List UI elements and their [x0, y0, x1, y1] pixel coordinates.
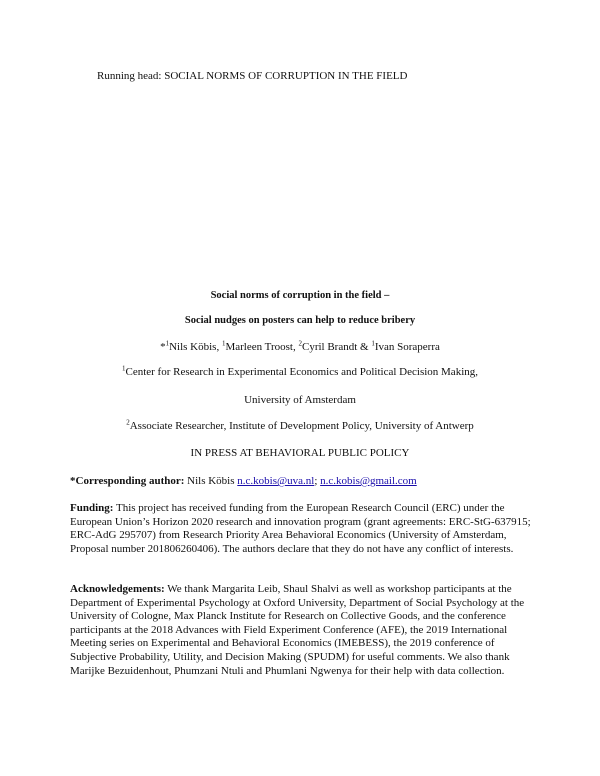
funding-label: Funding:: [70, 502, 114, 514]
author-2-affiliation: 1: [221, 339, 226, 348]
running-head: Running head: SOCIAL NORMS OF CORRUPTION IN THE FIELD: [97, 70, 408, 82]
author-3-affiliation: 2: [298, 339, 302, 348]
acknowledgements-text: We thank Margarita Leib, Shaul Shalvi as well as workshop participants at the Department of Experimental Psychology at Oxford University, Department of Social Psychology at the University of Cologne, Max Planck Institute for Research on Collective Goods, and the conference participants at the 2018 Advances with Field Experiment Conference (AFE), the 2019 International Meeting series on Experimental and Behavioral Economics (IMEBESS), the 2019 conference of Subjective Probability, Utility, and Decision Making (SPUDM) for useful comments. We also thank Marijke Bezuidenhout, Phumzani Ntuli and Phumlani Ngwenya for their help with data collection.: [70, 583, 525, 677]
affiliation-1-marker: 1: [121, 364, 126, 373]
author-3-name: Cyril Brandt &: [301, 341, 372, 353]
affiliation-2: [0, 420, 600, 432]
affiliation-1: [0, 366, 600, 378]
affiliation-1-line-2: University of Amsterdam: [244, 394, 356, 406]
corresponding-author-name: Nils Köbis: [184, 475, 238, 487]
email-link-uva[interactable]: n.c.kobis@uva.nl: [237, 475, 315, 487]
funding-statement: [70, 502, 540, 556]
corresponding-author: [70, 475, 540, 489]
author-1-name: Nils Köbis,: [169, 341, 222, 353]
author-marker: *: [160, 341, 166, 353]
corresponding-author-label: *Corresponding author:: [70, 475, 185, 487]
funding-text: This project has received funding from the European Research Council (ERC) under the European Union’s Horizon 2020 research and innovation program (grant agreements: ERC-StG-637915; ERC-AdG 295707) from Research Priority Area Behavioral Economics (University of Amsterdam, Proposal number 201806260406). The authors declare that they do not have any conflict of interests.: [70, 502, 531, 555]
affiliation-2-marker: 2: [126, 418, 130, 427]
email-link-gmail[interactable]: n.c.kobis@gmail.com: [320, 475, 417, 487]
publication-status: IN PRESS AT BEHAVIORAL PUBLIC POLICY: [190, 447, 410, 459]
author-2-name: Marleen Troost,: [225, 341, 299, 353]
author-4-name: Ivan Soraperra: [374, 341, 440, 353]
title-line-2: Social nudges on posters can help to reduce bribery: [184, 315, 416, 326]
author-1-affiliation: 1: [165, 339, 170, 348]
author-list: [0, 341, 600, 353]
title-line-1: Social norms of corruption in the field –: [210, 290, 390, 301]
author-4-affiliation: 1: [371, 339, 375, 348]
acknowledgements: [70, 583, 540, 678]
affiliation-2-text: Associate Researcher, Institute of Development Policy, University of Antwerp: [129, 420, 474, 432]
affiliation-1-line-1: Center for Research in Experimental Economics and Political Decision Making,: [125, 366, 478, 378]
acknowledgements-label: Acknowledgements:: [70, 583, 165, 595]
email-separator: ;: [314, 475, 321, 487]
